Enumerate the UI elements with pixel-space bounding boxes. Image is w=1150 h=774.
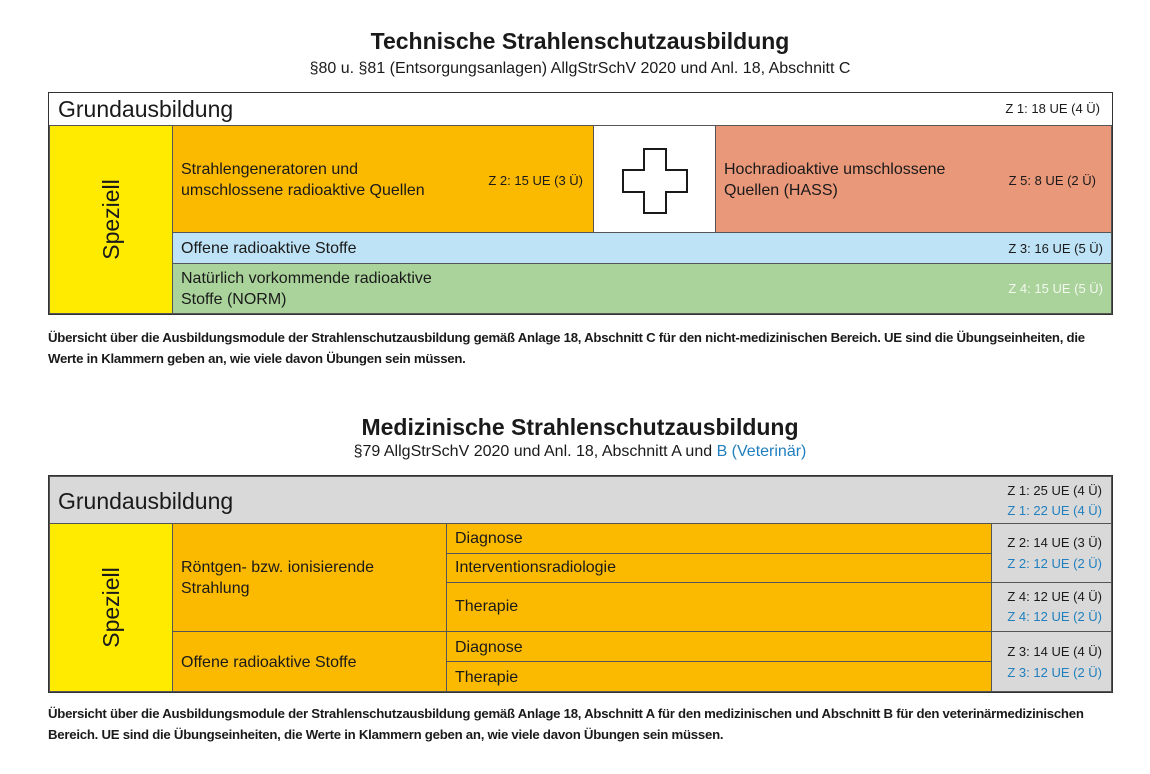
technical-z4-label: Natürlich vorkommende radioaktive Stoffe (NORM) xyxy=(181,270,432,308)
technical-z2-label: Strahlengeneratoren und umschlossene radioaktive Quellen xyxy=(181,161,425,199)
medical-subtitle xyxy=(0,443,1150,461)
medical-z4-value: Z 4: 12 UE (4 Ü) xyxy=(1007,589,1102,604)
technical-title: Technische Strahlenschutzausbildung xyxy=(370,28,790,54)
medical-diagnose-row: Diagnose xyxy=(446,523,992,554)
medical-diagnose2-row: Diagnose xyxy=(446,631,992,662)
plus-icon xyxy=(621,147,689,215)
technical-z4-value: Z 4: 15 UE (5 Ü) xyxy=(1008,281,1103,296)
technical-z3-cell xyxy=(172,232,1112,264)
medical-subtitle-text: §79 AllgStrSchV 2020 und Anl. 18, Abschnitt A und xyxy=(353,443,717,460)
technical-z2-value: Z 2: 15 UE (3 Ü) xyxy=(488,173,583,188)
medical-z4-cell xyxy=(991,582,1112,632)
technical-plus-cell xyxy=(593,125,716,233)
medical-therapie2-row: Therapie xyxy=(446,661,992,692)
medical-roentgen-cell xyxy=(172,523,447,632)
medical-z3-cell xyxy=(991,631,1112,692)
medical-grund-value: Z 1: 25 UE (4 Ü) xyxy=(1007,483,1102,498)
technical-z5-value: Z 5: 8 UE (2 Ü) xyxy=(1008,173,1096,188)
medical-subtitle-vet: B (Veterinär) xyxy=(716,443,807,460)
technical-z2-cell xyxy=(172,125,594,233)
medical-grund-cell xyxy=(49,476,1112,524)
technical-subtitle: §80 u. §81 (Entsorgungsanlagen) AllgStrSchV 2020 und Anl. 18, Abschnitt C xyxy=(309,60,851,77)
medical-speziell-label: Speziell xyxy=(97,567,124,648)
medical-z3-value: Z 3: 14 UE (4 Ü) xyxy=(1007,644,1102,659)
technical-z4-cell xyxy=(172,263,1112,314)
technical-speziell-label: Speziell xyxy=(97,179,124,260)
medical-z2-value: Z 2: 14 UE (3 Ü) xyxy=(1007,535,1102,550)
technical-grund-label: Grundausbildung xyxy=(58,96,234,122)
medical-z2-value-vet: Z 2: 12 UE (2 Ü) xyxy=(1007,556,1102,571)
technical-z3-value: Z 3: 16 UE (5 Ü) xyxy=(1008,241,1103,256)
medical-therapie-row: Therapie xyxy=(446,582,992,632)
medical-speziell-cell xyxy=(49,523,173,692)
medical-z2-cell xyxy=(991,523,1112,583)
medical-grund-label: Grundausbildung xyxy=(58,488,234,514)
technical-caption: Übersicht über die Ausbildungsmodule der Strahlenschutzausbildung gemäß Anlage 18, Abschnitt C für den nicht-medizinischen Bereich. UE sind die Übungseinheiten, die Werte in Klammern geben an, wie viele davon Übungen sein müssen. xyxy=(48,330,1085,366)
medical-grund-value-vet: Z 1: 22 UE (4 Ü) xyxy=(1007,503,1102,518)
technical-grund-value: Z 1: 18 UE (4 Ü) xyxy=(1005,101,1100,116)
technical-z5-cell xyxy=(715,125,1112,233)
technical-z3-label: Offene radioaktive Stoffe xyxy=(181,240,357,257)
medical-offene-label: Offene radioaktive Stoffe xyxy=(181,654,357,671)
medical-offene-cell xyxy=(172,631,447,692)
medical-roentgen-label: Röntgen- bzw. ionisierende Strahlung xyxy=(181,559,375,597)
technical-z5-label: Hochradioaktive umschlossene Quellen (HASS) xyxy=(724,161,946,199)
technical-speziell-cell xyxy=(49,125,173,314)
medical-intervention-row: Interventionsradiologie xyxy=(446,553,992,583)
medical-caption: Übersicht über die Ausbildungsmodule der Strahlenschutzausbildung gemäß Anlage 18, Abschnitt A für den medizinischen und Abschnitt B für den veterinärmedizinischen Bereich. UE sind die Übungseinheiten, die Werte in Klammern geben an, wie viele davon Übungen sein müssen. xyxy=(48,706,1084,742)
medical-z4-value-vet: Z 4: 12 UE (2 Ü) xyxy=(1007,609,1102,624)
medical-z3-value-vet: Z 3: 12 UE (2 Ü) xyxy=(1007,665,1102,680)
medical-title: Medizinische Strahlenschutzausbildung xyxy=(361,414,799,440)
